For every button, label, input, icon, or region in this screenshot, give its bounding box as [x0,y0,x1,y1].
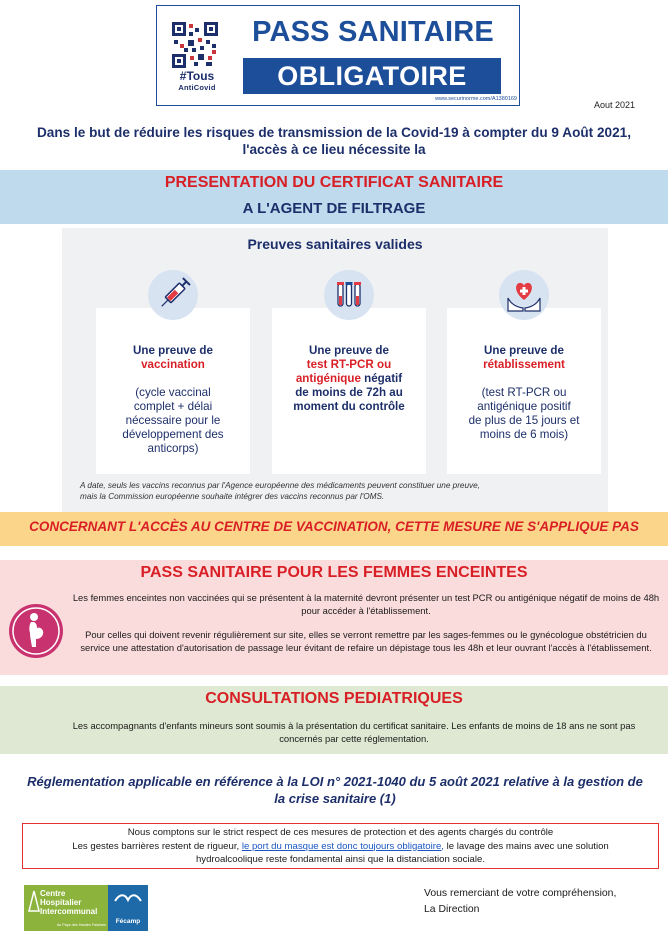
proof-card-recovery: Une preuve de rétablissement (test RT-PCR ou antigénique positif de plus de 15 jours et moins de 6 mois) [447,308,601,474]
closing-message: Vous remerciant de votre compréhension, La Direction [424,886,654,918]
notice-line-3: hydroalcoolique reste fondamental ainsi que la distanciation sociale. [195,854,486,865]
syringe-icon [148,270,198,320]
signature: La Direction [424,904,480,915]
qr-code-icon [172,22,218,68]
hospital-emblem-icon [27,889,41,913]
regulation-reference: Réglementation applicable en référence à la LOI n° 2021-1040 du 5 août 2021 relative à la gestion de la crise sanitaire (1) [27,774,643,806]
tous-anticovid-label: #Tous AntiCovid [178,69,216,92]
proof-card-test: Une preuve de test RT-PCR ou antigénique négatif de moins de 72h au moment du contrôle [272,308,426,474]
pregnant-woman-icon [8,603,64,659]
proof-card-vaccination: Une preuve de vaccination (cycle vaccinal complet + délai nécessaire pour le développement des anticorps) [96,308,250,474]
pregnant-women-title: PASS SANITAIRE POUR LES FEMMES ENCEINTES [140,564,528,581]
hospital-name: Centre Hospitalier Intercommunal [40,889,98,916]
fecamp-label: Fécamp [115,918,141,925]
document-date: Aout 2021 [593,100,635,110]
pass-sanitaire-logo [156,5,520,106]
seagull-icon [114,891,142,905]
notice-line-2: Les gestes barrières restent de rigueur, le port du masque est donc toujours obligatoire, le lavage des mains avec une solution [72,840,609,852]
proofs-footnote: A date, seuls les vaccins reconnus par l'Agence européenne des médicaments peuvent constituer une preuve, mais la Commission européenne souhaite intégrer des vaccins reconnus par l'OMS. [80,481,480,501]
vaccination-centre-notice: CONCERNANT L'ACCÈS AU CENTRE DE VACCINATION, CETTE MESURE NE S'APPLIQUE PAS [29,519,639,534]
intro-text: Dans le but de réduire les risques de transmission de la Covid-19 à compter du 9 Août 2021, l'accès à ce lieu nécessite la [36,125,632,157]
certificate-title: PRESENTATION DU CERTIFICAT SANITAIRE [164,174,504,191]
valid-proofs-infographic [62,228,608,512]
notice-line-1: Nous comptons sur le strict respect de ces mesures de protection et des agents chargés du contrôle [127,827,554,838]
pregnant-women-paragraph-2: Pour celles qui doivent revenir régulièrement sur site, elles se verront remettre par les sages-femmes ou le gynécologue obstétricien du service une attestation d'autorisation de passage leur évitant de refaire un dépistage tous les 48h et leur ouvrant l'accès à l'établissement. [80,629,652,653]
pediatric-title: CONSULTATIONS PEDIATRIQUES [205,690,463,707]
test-tubes-icon [324,270,374,320]
obligatoire-banner: OBLIGATOIRE [243,58,501,94]
pregnant-women-paragraph-1: Les femmes enceintes non vaccinées qui se présentent à la maternité devront présenter un test PCR ou antigénique négatif de moins de 48h pour accéder à l'établissement. [72,592,660,616]
pass-sanitaire-title: PASS SANITAIRE [252,16,494,48]
proofs-title: Preuves sanitaires valides [247,236,423,252]
barrier-gestures-notice [22,823,659,869]
pediatric-text: Les accompagnants d'enfants mineurs sont soumis à la présentation du certificat sanitaire. Les enfants de moins de 18 ans ne sont pas concernés par cette réglementation. [72,720,636,744]
hospital-region: du Pays des Hautes Falaises [56,923,106,927]
logo-url: www.securinorme.com/A1380169 [435,96,517,102]
certificate-subtitle: A L'AGENT DE FILTRAGE [242,200,426,217]
mask-mandatory-link[interactable]: le port du masque est donc toujours obligatoire, [241,840,444,852]
heart-hands-icon [499,270,549,320]
